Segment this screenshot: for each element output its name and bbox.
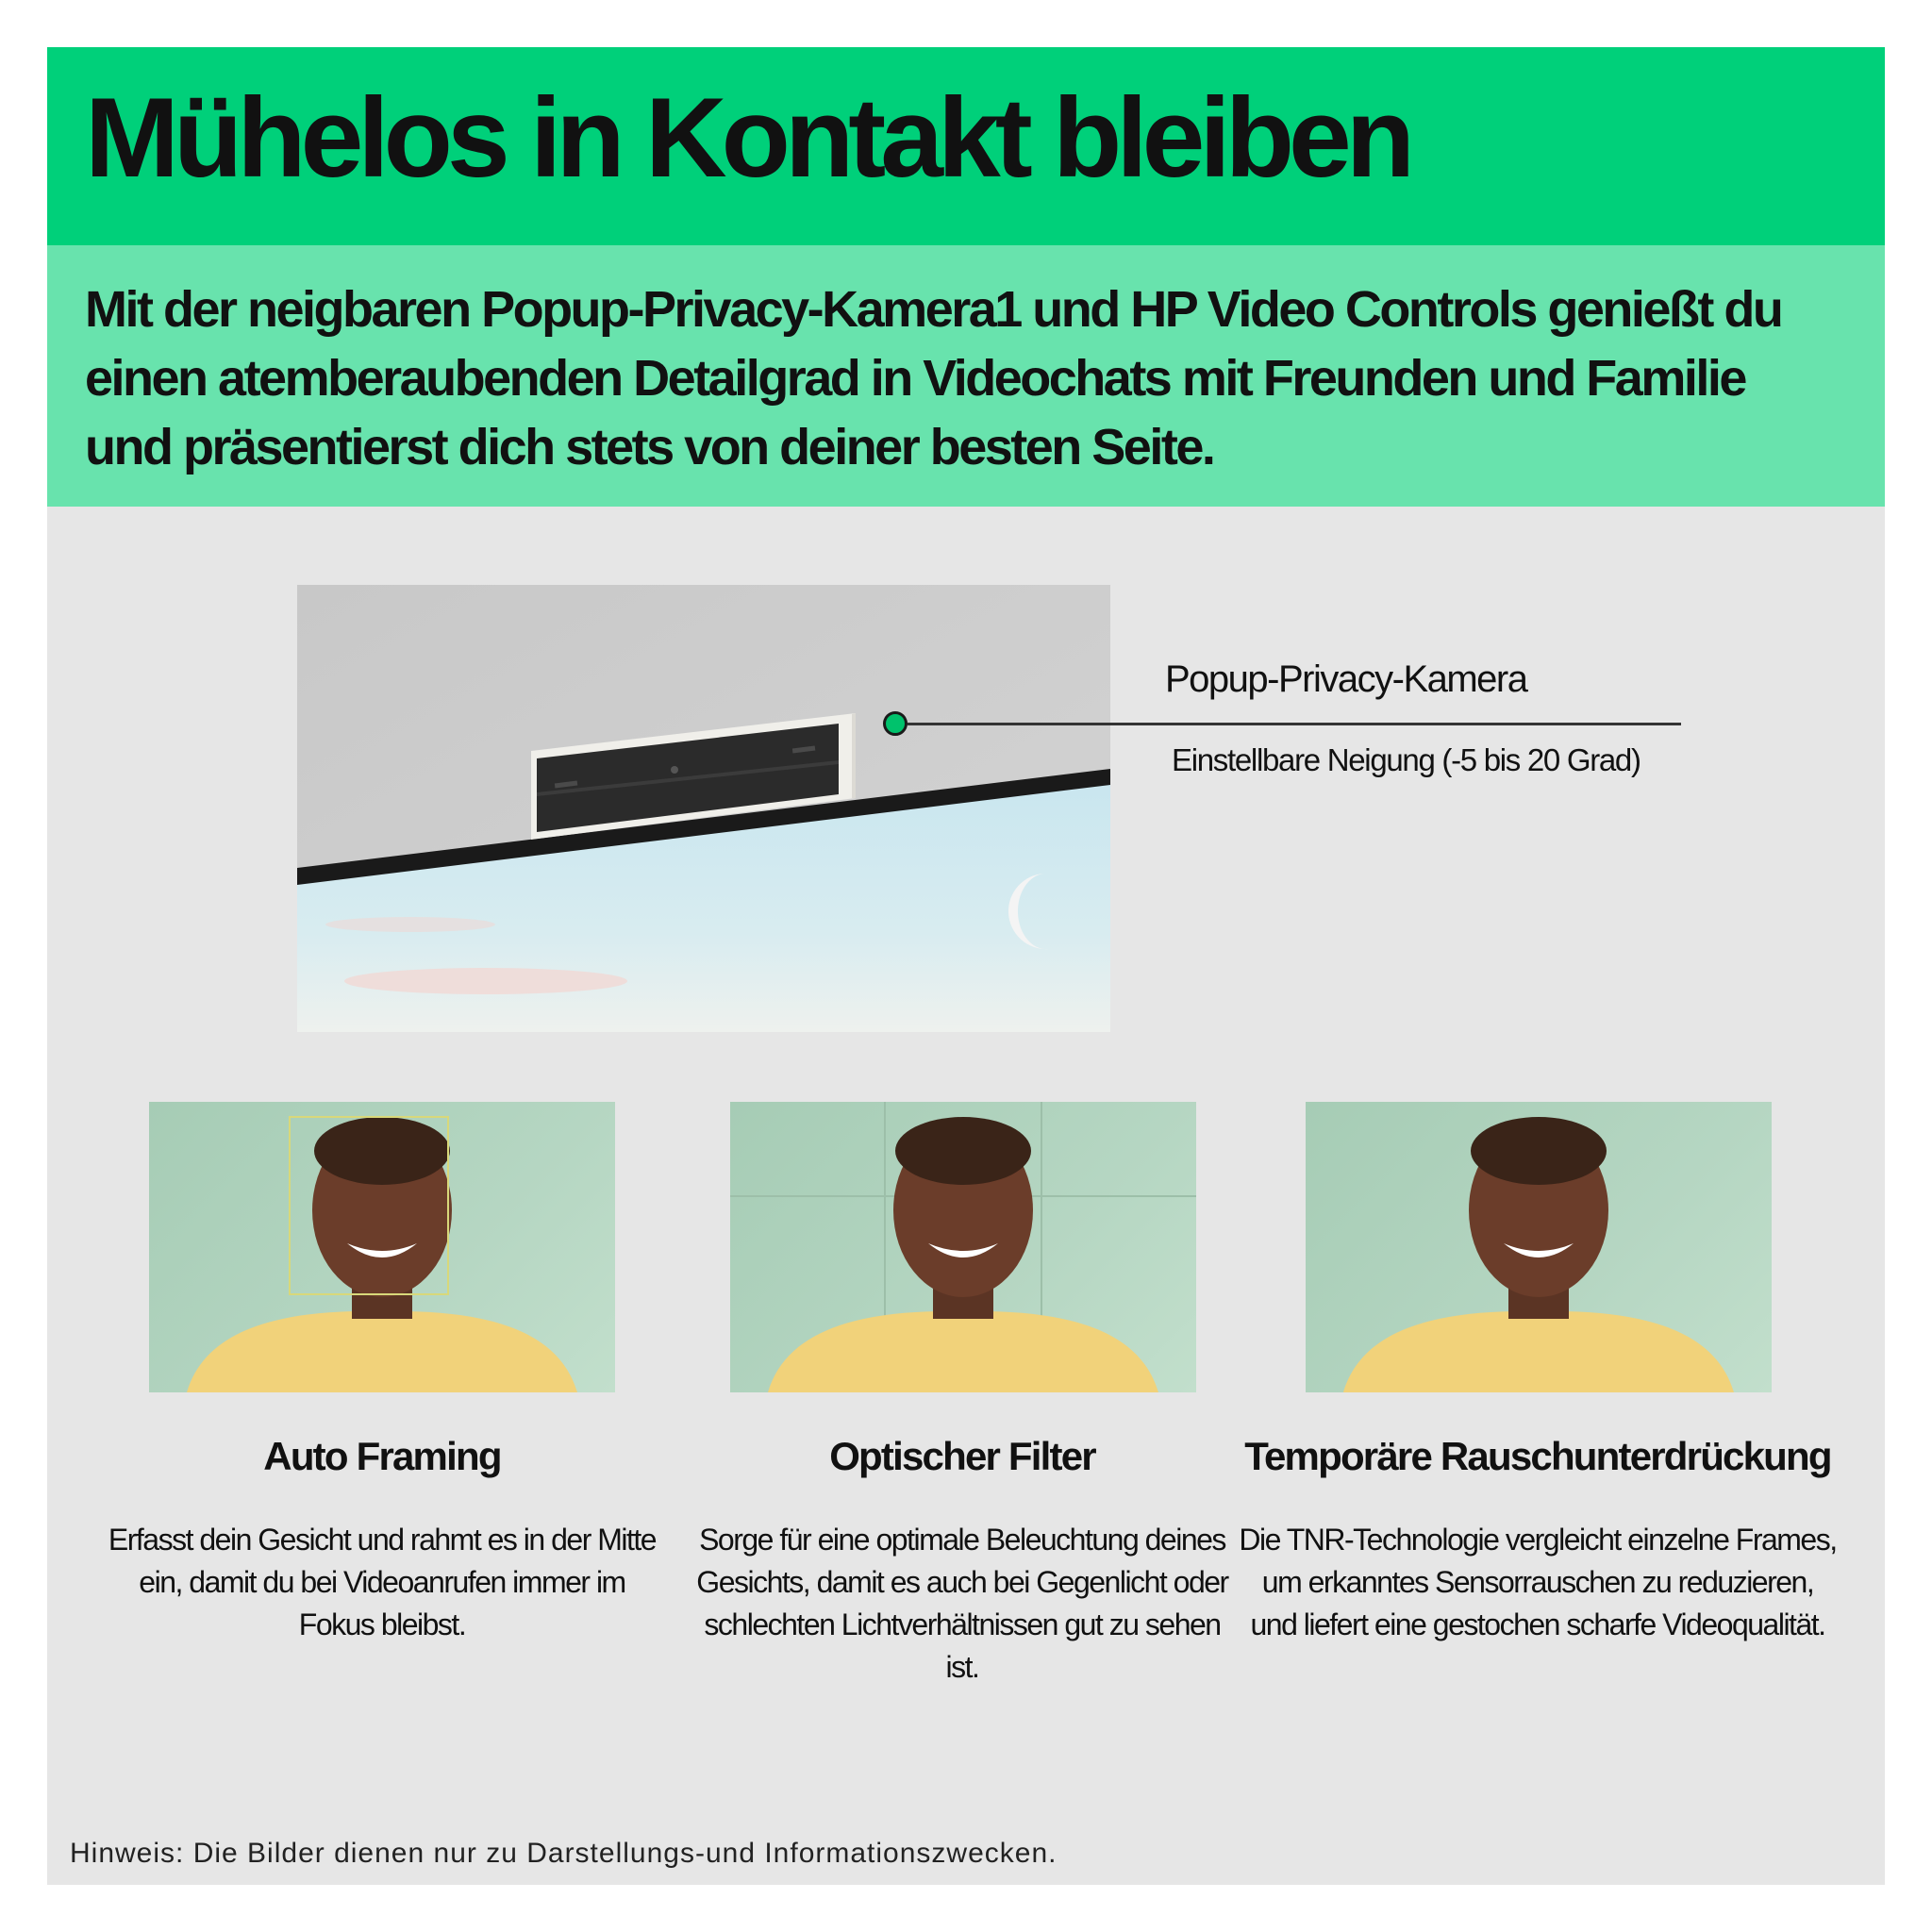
portrait-illustration [149,1102,615,1392]
auto-framing-photo [149,1102,615,1392]
pink-cloud [344,968,627,994]
yellow-sweater [187,1311,577,1392]
camera-illustration [297,585,1110,1032]
infographic-panel [47,47,1885,1885]
portrait-illustration-tnr [1306,1102,1772,1392]
hair [314,1117,450,1185]
page-subtitle: Mit der neigbaren Popup-Privacy-Kamera1 und HP Video Controls genießt du einen atemberaubenden Detailgrad in Videochats mit Freunden und Familie und präsentierst dich stets von deiner besten Seite. [85,281,1782,475]
noise-reduction-photo [1306,1102,1772,1392]
pink-cloud-2 [325,917,495,932]
feature-title-optical-filter: Optischer Filter [829,1434,1095,1478]
page-title: Mühelos in Kontakt bleiben [85,75,1410,201]
camera-closeup-image [297,585,1110,1032]
disclaimer-footnote: Hinweis: Die Bilder dienen nur zu Darstellungs-und Informationszwecken. [70,1838,1058,1869]
yellow-sweater [1343,1311,1734,1392]
callout-line [908,723,1681,725]
callout-dot [883,711,908,736]
hair [895,1117,1031,1185]
hair [1471,1117,1607,1185]
callout-subtitle: Einstellbare Neigung (-5 bis 20 Grad) [1172,742,1641,777]
feature-desc-auto-framing: Erfasst dein Gesicht und rahmt es in der Mitte ein, damit du bei Videoanrufen immer im Fokus bleibst. [108,1523,657,1641]
feature-desc-optical-filter: Sorge für eine optimale Beleuchtung deines Gesichts, damit es auch bei Gegenlicht oder schlechten Lichtverhältnissen gut zu sehen ist. [696,1523,1228,1684]
title-band [47,47,1885,245]
feature-desc-noise-reduction: Die TNR-Technologie vergleicht einzelne Frames, um erkanntes Sensorrauschen zu reduzieren, und liefert eine gestochen scharfe Videoqualität. [1239,1523,1837,1641]
feature-title-auto-framing: Auto Framing [263,1434,501,1478]
callout-title: Popup-Privacy-Kamera [1165,658,1527,700]
feature-title-noise-reduction: Temporäre Rauschunterdrückung [1244,1434,1831,1478]
subtitle-band [47,245,1885,507]
yellow-sweater [768,1311,1158,1392]
camera-lens-icon [671,766,678,774]
optical-filter-photo [730,1102,1196,1392]
portrait-illustration-filter [730,1102,1196,1392]
